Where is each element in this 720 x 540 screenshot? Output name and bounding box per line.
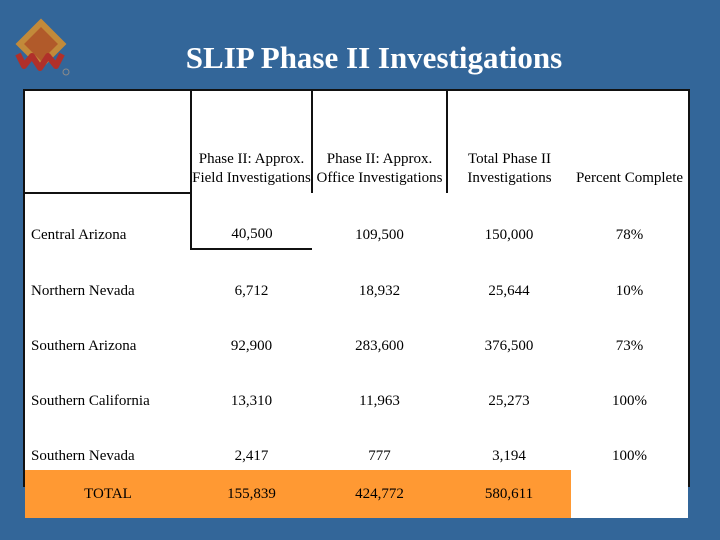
office-cell: 109,500 — [355, 227, 404, 243]
percent-cell: 100% — [612, 448, 647, 464]
table-row — [25, 249, 688, 305]
header-office-investigations: Phase II: Approx. Office Investigations — [312, 91, 447, 193]
total-cell: 25,644 — [488, 283, 530, 299]
total-office-cell: 424,772 — [312, 470, 447, 518]
field-cell: 6,712 — [234, 283, 269, 299]
table-row — [25, 415, 688, 470]
header-field-investigations: Phase II: Approx. Field Investigations — [191, 91, 312, 193]
total-total-cell: 580,611 — [447, 470, 571, 518]
total-cell: 25,273 — [488, 393, 530, 409]
table-row — [25, 360, 688, 415]
percent-cell: 78% — [615, 227, 644, 243]
region-cell: Southern Arizona — [31, 338, 137, 354]
region-cell: Northern Nevada — [31, 283, 135, 299]
region-cell: Southern Nevada — [31, 448, 135, 464]
field-cell: 40,500 — [191, 193, 312, 249]
investigations-table — [23, 89, 690, 502]
table-row — [25, 193, 688, 249]
region-cell: Southern California — [31, 393, 150, 409]
field-cell: 13,310 — [230, 393, 273, 409]
total-row — [25, 470, 688, 518]
total-percent-cell — [571, 470, 688, 518]
office-cell: 11,963 — [359, 393, 400, 409]
region-cell: Central Arizona — [31, 227, 127, 243]
percent-cell: 73% — [615, 338, 644, 354]
header-region — [25, 91, 191, 193]
table-header-row — [25, 91, 688, 193]
table-row — [25, 305, 688, 360]
total-label: TOTAL — [25, 470, 191, 518]
percent-cell: 10% — [615, 283, 644, 299]
percent-cell: 100% — [612, 393, 647, 409]
header-percent-complete: Percent Complete — [575, 170, 684, 186]
office-cell: 18,932 — [358, 283, 401, 299]
slide-title: SLIP Phase II Investigations — [185, 40, 563, 75]
field-cell: 92,900 — [230, 338, 273, 354]
office-cell: 283,600 — [355, 338, 404, 354]
total-cell: 150,000 — [484, 227, 534, 243]
total-cell: 376,500 — [484, 338, 534, 354]
total-field-cell: 155,839 — [191, 470, 312, 518]
header-total-investigations: Total Phase II Investigations — [447, 91, 571, 193]
office-cell: 777 — [368, 448, 391, 464]
field-cell: 2,417 — [234, 448, 269, 464]
total-cell: 3,194 — [492, 448, 526, 464]
